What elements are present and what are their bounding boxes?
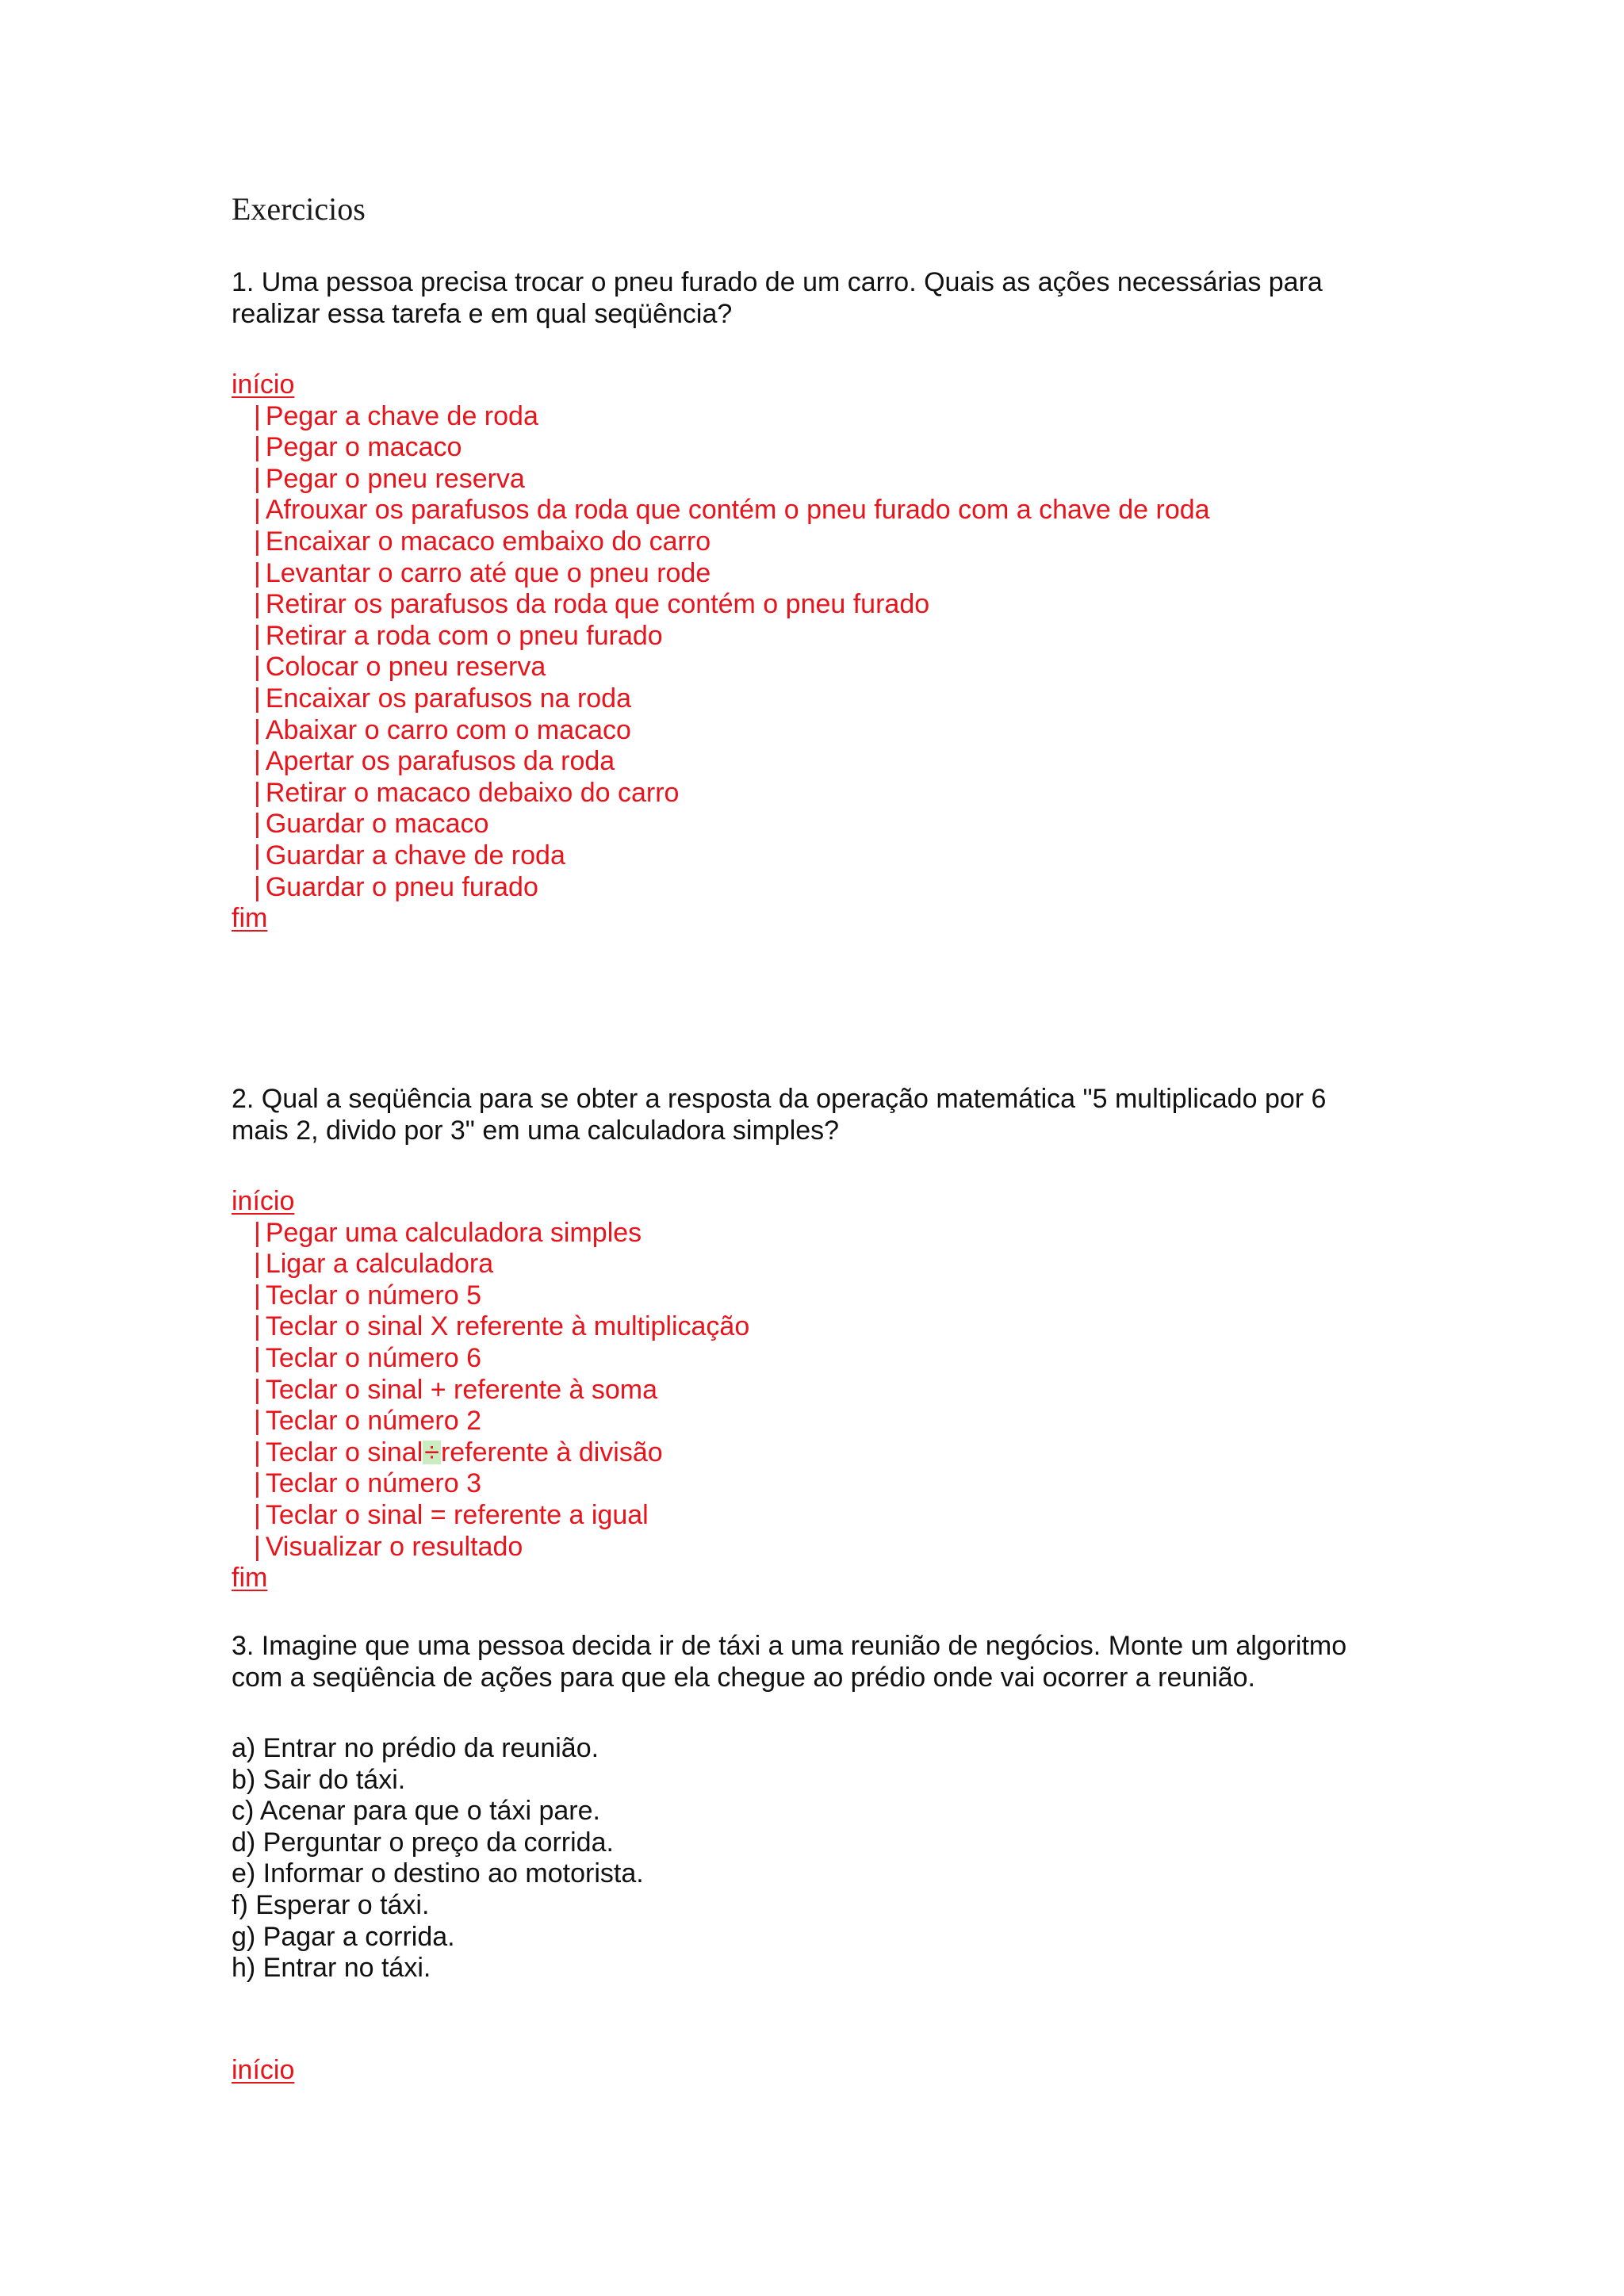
algorithm-2-step: | Ligar a calculadora	[254, 1249, 494, 1280]
step-bar: |	[254, 400, 261, 431]
step-bar: |	[254, 1531, 261, 1562]
algorithm-3-start: início	[232, 2055, 295, 2085]
step-bar: |	[254, 1280, 261, 1311]
step-bar: |	[254, 620, 261, 651]
algorithm-1-step: | Pegar o macaco	[254, 432, 462, 463]
document-title: Exercicios	[232, 191, 366, 227]
question-1-line-1: 1. Uma pessoa precisa trocar o pneu furado de um carro. Quais as ações necessárias para	[232, 267, 1323, 297]
step-bar: |	[254, 714, 261, 745]
step-bar: |	[254, 1342, 261, 1373]
question-2-line-2: mais 2, divido por 3" em uma calculadora simples?	[232, 1115, 840, 1146]
algorithm-2-step: | Teclar o número 6	[254, 1342, 481, 1373]
step-bar: |	[254, 1406, 261, 1437]
algorithm-2-step-division: | Teclar o sinal÷referente à divisão	[254, 1437, 663, 1468]
algorithm-1-step: | Encaixar o macaco embaixo do carro	[254, 526, 711, 557]
question-3-options	[232, 1733, 644, 1984]
step-bar: |	[254, 432, 261, 463]
algorithm-1-end: fim	[232, 903, 268, 934]
algorithm-1-step: | Abaixar o carro com o macaco	[254, 714, 631, 745]
step-bar: |	[254, 1311, 261, 1342]
question-3-line-2: com a seqüência de ações para que ela chegue ao prédio onde vai ocorrer a reunião.	[232, 1663, 1255, 1693]
algorithm-2	[232, 1186, 749, 1594]
question-2	[232, 1083, 1381, 1146]
algorithm-1-step: | Retirar o macaco debaixo do carro	[254, 777, 680, 808]
step-bar: |	[254, 1437, 261, 1468]
algorithm-2-step: | Teclar o sinal X referente à multiplicação	[254, 1311, 750, 1342]
division-suffix: referente à divisão	[440, 1437, 663, 1468]
division-sign-icon: ÷	[424, 1437, 439, 1468]
algorithm-1-step: | Colocar o pneu reserva	[254, 652, 546, 683]
algorithm-3	[232, 2055, 294, 2087]
algorithm-2-step: | Visualizar o resultado	[254, 1531, 523, 1562]
algorithm-1-step: | Afrouxar os parafusos da roda que contém o pneu furado com a chave de roda	[254, 495, 1210, 526]
algorithm-1-step: | Retirar a roda com o pneu furado	[254, 620, 663, 651]
algorithm-1-step: | Encaixar os parafusos na roda	[254, 683, 632, 714]
option-item: e) Informar o destino ao motorista.	[232, 1858, 644, 1889]
algorithm-1-step: | Levantar o carro até que o pneu rode	[254, 557, 711, 588]
question-3-line-1: 3. Imagine que uma pessoa decida ir de táxi a uma reunião de negócios. Monte um algoritmo	[232, 1631, 1347, 1661]
algorithm-1-step: | Guardar o macaco	[254, 809, 489, 840]
algorithm-1-step: | Guardar o pneu furado	[254, 871, 538, 902]
step-bar: |	[254, 1374, 261, 1405]
question-2-line-1: 2. Qual a seqüência para se obter a resposta da operação matemática "5 multiplicado por 6	[232, 1084, 1327, 1114]
step-bar: |	[254, 871, 261, 902]
step-bar: |	[254, 463, 261, 494]
algorithm-2-step: | Teclar o número 2	[254, 1406, 481, 1437]
algorithm-1-start: início	[232, 369, 295, 400]
algorithm-2-step: | Teclar o sinal + referente à soma	[254, 1374, 658, 1405]
algorithm-2-step: | Teclar o número 5	[254, 1280, 481, 1311]
algorithm-1-step: | Pegar o pneu reserva	[254, 463, 525, 494]
option-item: f) Esperar o táxi.	[232, 1889, 430, 1920]
algorithm-2-step: | Teclar o número 3	[254, 1468, 481, 1499]
step-bar: |	[254, 589, 261, 620]
step-bar: |	[254, 526, 261, 557]
step-bar: |	[254, 1468, 261, 1499]
question-1	[232, 266, 1381, 330]
option-item: a) Entrar no prédio da reunião.	[232, 1733, 599, 1763]
option-item: d) Perguntar o preço da corrida.	[232, 1827, 614, 1858]
step-bar: |	[254, 809, 261, 840]
algorithm-1-step: | Retirar os parafusos da roda que contém o pneu furado	[254, 589, 930, 620]
algorithm-2-step: | Teclar o sinal = referente a igual	[254, 1499, 649, 1530]
option-item: h) Entrar no táxi.	[232, 1953, 431, 1984]
question-1-line-2: realizar essa tarefa e em qual seqüência?	[232, 299, 733, 329]
step-bar: |	[254, 840, 261, 871]
step-bar: |	[254, 1499, 261, 1530]
step-bar: |	[254, 1249, 261, 1280]
algorithm-2-end: fim	[232, 1563, 268, 1594]
option-item: b) Sair do táxi.	[232, 1764, 406, 1795]
step-bar: |	[254, 652, 261, 683]
algorithm-2-step: | Pegar uma calculadora simples	[254, 1217, 642, 1248]
algorithm-1-step: | Guardar a chave de roda	[254, 840, 565, 871]
option-item: c) Acenar para que o táxi pare.	[232, 1796, 600, 1827]
question-3	[232, 1630, 1381, 1693]
algorithm-1-step: | Pegar a chave de roda	[254, 400, 538, 431]
algorithm-1	[232, 369, 1210, 935]
algorithm-1-step: | Apertar os parafusos da roda	[254, 746, 615, 777]
step-bar: |	[254, 557, 261, 588]
algorithm-2-start: início	[232, 1186, 295, 1216]
step-bar: |	[254, 746, 261, 777]
step-bar: |	[254, 683, 261, 714]
option-item: g) Pagar a corrida.	[232, 1921, 455, 1952]
step-bar: |	[254, 1217, 261, 1248]
step-bar: |	[254, 777, 261, 808]
step-bar: |	[254, 495, 261, 526]
